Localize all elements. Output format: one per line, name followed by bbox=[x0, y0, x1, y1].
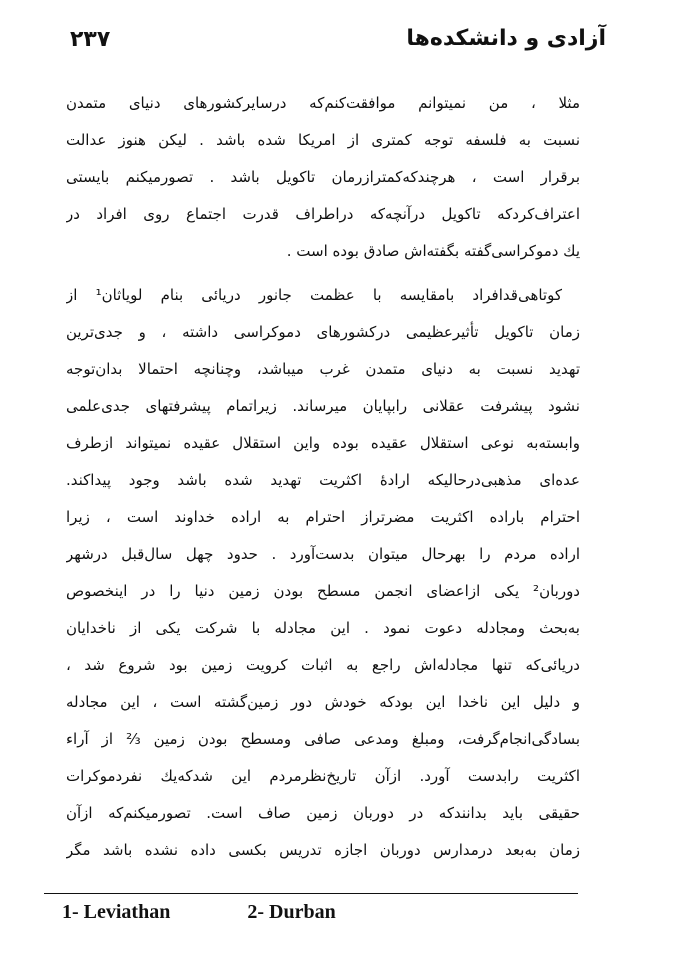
running-title: آزادی و دانشکده‌ها bbox=[406, 26, 606, 51]
text-line: نسبت به فلسفه توجه کمتری از امریکا شده باشد . لیکن هنوز عدالت bbox=[66, 131, 580, 149]
text-line: زمان به‌بعد درمدارس دوربان اجازه تدریس بکسی داده نشده باشد مگر bbox=[66, 841, 580, 859]
text-line: اکثریت رابدست آورد. ازآن تاریخ‌نظرمردم این شدکه‌یك نفردموکرات bbox=[66, 767, 580, 785]
text-line: به‌بحث ومجادله دعوت نمود . این مجادله با شرکت یکی از ناخدایان bbox=[66, 619, 580, 637]
text-line: وابسته‌به نوعی استقلال عقیده بوده واین استقلال عقیده نمیتواند ازطرف bbox=[66, 434, 580, 452]
text-line: بسادگی‌انجام‌گرفت، ومبلغ ومدعی صافی ومسطح بودن زمین ⅔ از آراء bbox=[66, 730, 580, 748]
text-line: اعتراف‌کردکه تاکویل درآنچه‌که دراطراف قدرت اجتماع روی افراد در bbox=[66, 205, 580, 223]
footnote-1: 1- Leviathan bbox=[62, 901, 171, 923]
text-line: دریائی‌که تنها مجادله‌اش راجع به اثبات کرویت زمین بود شروع شد ، bbox=[66, 656, 580, 674]
text-line: برقرار است ، هرچندکه‌کمترازرمان تاکویل باشد . تصورمیکنم بایستی bbox=[66, 168, 580, 186]
text-line: یك دموکراسی‌گفته بگفته‌اش صادق بوده است . bbox=[286, 242, 580, 260]
page-number: ۲۳۷ bbox=[70, 27, 111, 52]
text-line: حقیقی باید بدانندکه در دوربان زمین صاف است. تصورمیکنم‌که ازآن bbox=[66, 804, 580, 822]
text-line: مثلا ، من نمیتوانم موافقت‌کنم‌که درسایرکشورهای دنیای متمدن bbox=[66, 94, 580, 112]
text-line: نشود پیشرفت عقلانی رابپایان میرساند. زیراتمام پیشرفتهای جدی‌علمی bbox=[66, 397, 580, 415]
text-line: زمان تاکویل تأثیرعظیمی درکشورهای دموکراسی داشته ، و جدی‌ترین bbox=[66, 323, 580, 341]
text-line: احترام باراده اکثریت مضرتراز احترام به اراده خداوند است ، زیرا bbox=[66, 508, 580, 526]
text-line: کوتاهی‌قدافراد بامقایسه با عظمت جانور دریائی بنام لویاثان¹ از bbox=[66, 286, 562, 304]
body-text bbox=[66, 85, 580, 869]
footnote-divider bbox=[44, 893, 578, 894]
text-line: عده‌ای مذهبی‌درحالیکه ارادهٔ اکثریت تهدید شده باشد وجود پیداکند. bbox=[66, 471, 580, 489]
footnotes bbox=[62, 901, 582, 924]
footnote-2: 2- Durban bbox=[247, 901, 336, 923]
text-line: تهدید نسبت به دنیای متمدن غرب میباشد، وچنانچه احتمالا بدان‌توجه bbox=[66, 360, 580, 378]
text-line: اراده مردم را بهرحال میتوان بدست‌آورد . حدود چهل سال‌قبل درشهر bbox=[66, 545, 580, 563]
text-line: دوربان² یکی ازاعضای انجمن مسطح بودن زمین دنیا را در اینخصوص bbox=[66, 582, 580, 600]
text-line: و دلیل این ناخدا این بودکه خودش دور زمین‌گشته است ، این مجادله bbox=[66, 693, 580, 711]
